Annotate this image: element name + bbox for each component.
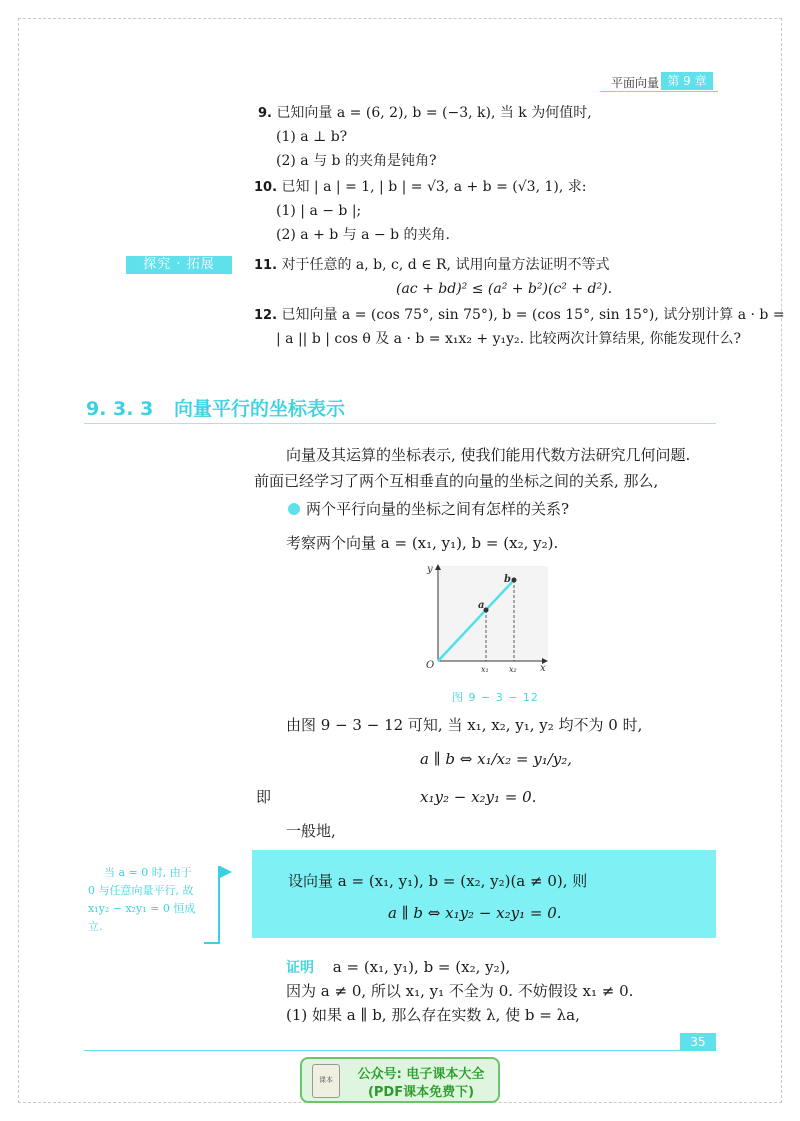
question-bullet-icon: [288, 503, 300, 515]
origin-label: O: [426, 660, 435, 671]
exercise-9: [258, 102, 592, 125]
exercise-10-part-2: (2) a + b 与 a − b 的夹角.: [276, 227, 450, 243]
book-icon: [312, 1064, 340, 1098]
exercise-text: 已知向量 a = (6, 2), b = (−3, k), 当 k 为何值时,: [276, 105, 592, 121]
section-heading: [86, 394, 345, 421]
margin-note-line-4: 立.: [88, 920, 103, 933]
intro-line-1: 向量及其运算的坐标表示, 使我们能用代数方法研究几何问题.: [286, 446, 691, 464]
exercise-11: [254, 254, 609, 277]
formula-cross: x₁y₂ − x₂y₁ = 0.: [420, 788, 537, 806]
margin-note-line-1: 当 a = 0 时, 由于: [104, 866, 192, 879]
section-number: 9. 3. 3: [86, 398, 154, 420]
figure-caption: 图 9 − 3 − 12: [452, 691, 539, 704]
label-b: b: [504, 574, 511, 585]
exercise-12: [254, 304, 785, 327]
exercise-number: 11.: [254, 258, 278, 273]
exercise-text: 对于任意的 a, b, c, d ∈ R, 试用向量方法证明不等式: [281, 257, 610, 273]
chapter-badge: 第 9 章: [661, 72, 713, 90]
proof-label: 证明: [286, 960, 314, 976]
proof-first-line: [286, 954, 510, 981]
footer-rule: [84, 1050, 716, 1051]
proof-line-1: a = (x₁, y₁), b = (x₂, y₂),: [332, 958, 511, 976]
exercise-10: [254, 176, 586, 199]
generally-text: 一般地,: [286, 822, 336, 840]
guiding-question: 两个平行向量的坐标之间有怎样的关系?: [306, 500, 570, 518]
point-b: [512, 578, 517, 583]
proof-line-2: 因为 a ≠ 0, 所以 x₁, y₁ 不全为 0. 不妨假设 x₁ ≠ 0.: [286, 982, 634, 1000]
consider-vectors: 考察两个向量 a = (x₁, y₁), b = (x₂, y₂).: [286, 534, 559, 552]
section-rule: [84, 423, 716, 424]
exercise-number: 9.: [258, 106, 272, 121]
figure-vectors: [418, 560, 558, 676]
header-rule: [600, 91, 718, 92]
exercise-text: 已知向量 a = (cos 75°, sin 75°), b = (cos 15°, sin 15°), 试分别计算 a · b =: [281, 307, 785, 323]
from-figure-text: 由图 9 − 3 − 12 可知, 当 x₁, x₂, y₁, y₂ 均不为 0 时,: [286, 716, 643, 734]
x-label: x: [540, 663, 546, 674]
book-icon-text: 课本: [319, 1076, 333, 1084]
exercise-9-part-1: (1) a ⊥ b?: [276, 129, 348, 145]
proof-line-3: (1) 如果 a ∥ b, 那么存在实数 λ, 使 b = λa,: [286, 1006, 580, 1024]
y-label: y: [427, 564, 433, 575]
watermark-banner: [300, 1057, 500, 1103]
figure-background: [438, 566, 548, 661]
margin-bracket-foot: [204, 942, 220, 944]
theorem-line-2: a ∥ b ⇔ x₁y₂ − x₂y₁ = 0.: [388, 904, 562, 922]
watermark-line-1: 公众号: 电子课本大全: [357, 1067, 485, 1082]
margin-note-line-3: x₁y₂ − x₂y₁ = 0 恒成: [88, 902, 196, 915]
intro-line-2: 前面已经学习了两个互相垂直的向量的坐标之间的关系, 那么,: [254, 472, 659, 490]
theorem-line-1: 设向量 a = (x₁, y₁), b = (x₂, y₂)(a ≠ 0), 则: [288, 872, 588, 890]
label-x2: x₂: [509, 665, 517, 674]
label-a: a: [478, 600, 485, 611]
exercise-12-cont: | a || b | cos θ 及 a · b = x₁x₂ + y₁y₂. 比较两次计算结果, 你能发现什么?: [276, 331, 741, 347]
inequality: (ac + bd)² ≤ (a² + b²)(c² + d²).: [396, 281, 613, 297]
margin-note-line-2: 0 与任意向量平行, 故: [88, 884, 194, 897]
exercise-9-part-2: (2) a 与 b 的夹角是钝角?: [276, 153, 437, 169]
exercise-text: 已知 | a | = 1, | b | = √3, a + b = (√3, 1), 求:: [281, 179, 587, 195]
exercise-number: 12.: [254, 308, 278, 323]
section-title: 向量平行的坐标表示: [173, 398, 345, 420]
watermark-line-2: (PDF课本免费下): [367, 1085, 475, 1100]
header-title: 平面向量: [611, 76, 660, 90]
formula-parallel-ratio: a ∥ b ⇔ x₁/x₂ = y₁/y₂,: [420, 750, 573, 768]
explore-extend-tag: 探究 · 拓展: [126, 256, 232, 274]
exercise-10-part-1: (1) | a − b |;: [276, 203, 362, 219]
ji-label: 即: [256, 788, 272, 806]
label-x1: x₁: [481, 665, 489, 674]
exercise-number: 10.: [254, 180, 278, 195]
margin-flag-icon: [220, 866, 232, 878]
page-number: 35: [680, 1033, 716, 1051]
